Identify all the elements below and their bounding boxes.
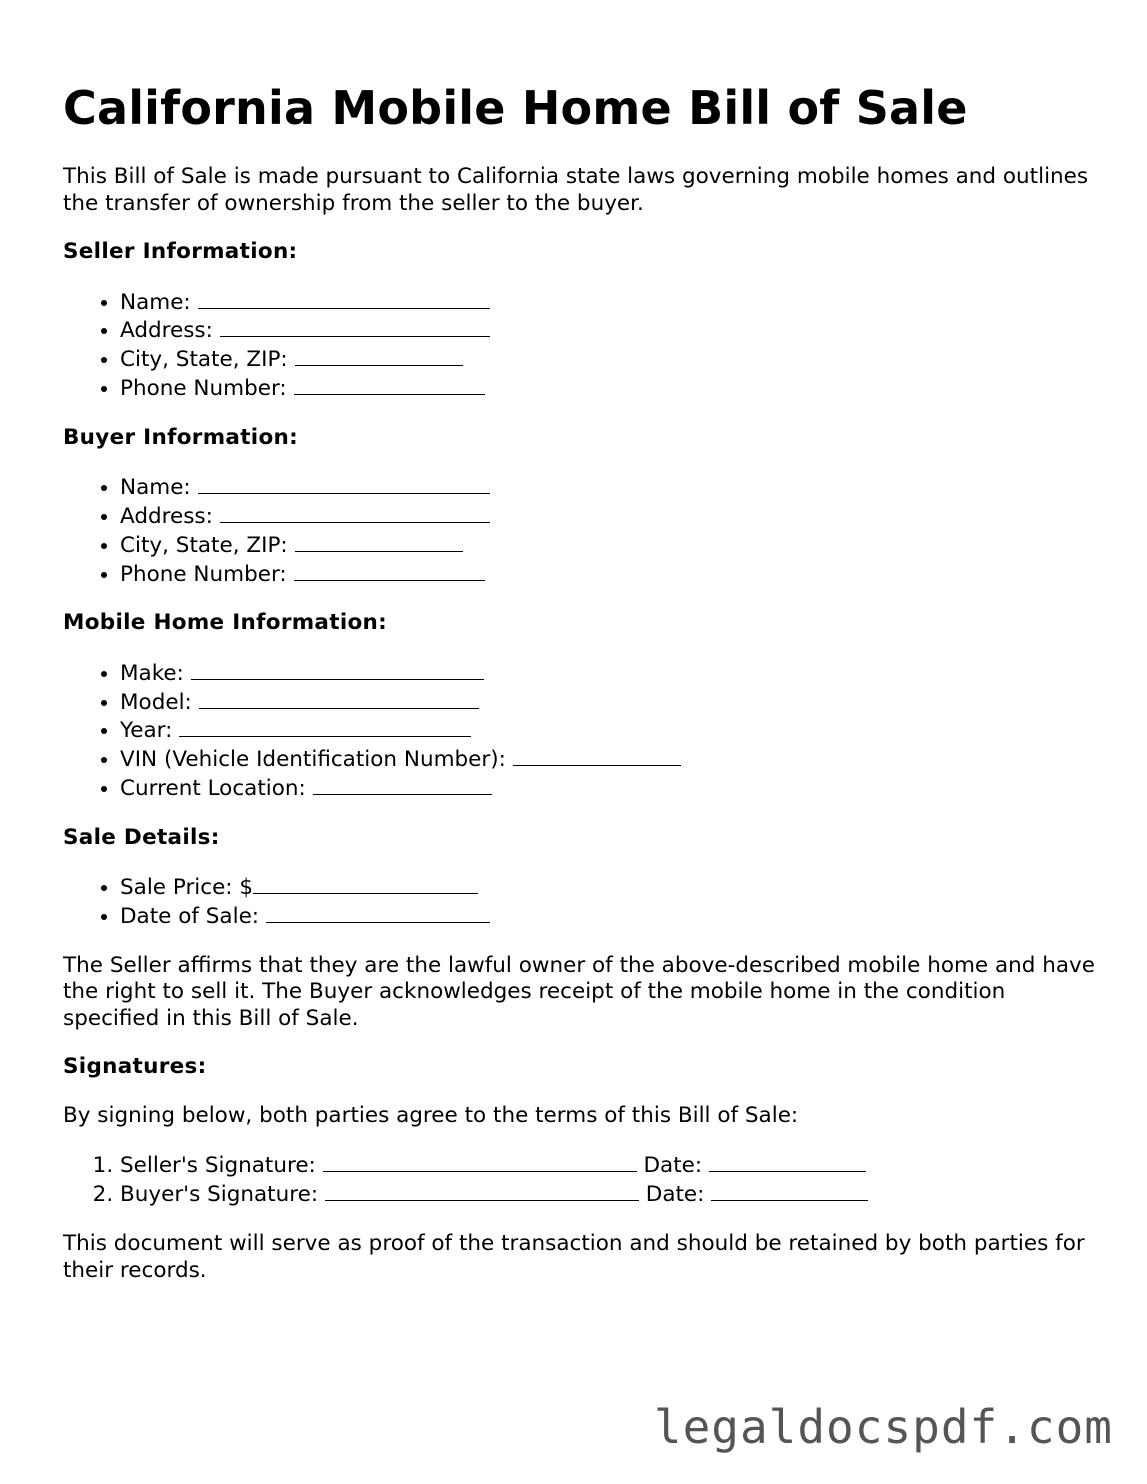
- field-label: Name:: [120, 289, 191, 315]
- seller-heading: Seller Information:: [63, 239, 298, 264]
- signature-label: Buyer's Signature:: [120, 1182, 319, 1208]
- blank-line: [313, 774, 492, 795]
- field-label: Make:: [120, 660, 184, 686]
- vin-field: [120, 745, 1103, 774]
- blank-line: [253, 873, 478, 894]
- blank-line: [220, 502, 490, 523]
- blank-line: [179, 716, 471, 737]
- mobile-home-heading: Mobile Home Information:: [63, 610, 388, 636]
- field-label: VIN (Vehicle Identification Number):: [120, 747, 506, 773]
- blank-line: [199, 688, 479, 709]
- signatures-intro: By signing below, both parties agree to the terms of this Bill of Sale:: [63, 1102, 799, 1128]
- date-of-sale-field: [120, 902, 1103, 931]
- affirmation-paragraph: The Seller affirms that they are the lawful owner of the above-described mobile home and have the right to sell it. The Buyer acknowledges receipt of the mobile home in the condition specified in this Bill of Sale.: [63, 952, 1096, 1031]
- seller-phone-field: [120, 374, 1103, 403]
- field-label: Address:: [120, 503, 213, 529]
- buyer-name-field: [120, 473, 1103, 502]
- sale-price-field: [120, 873, 1103, 902]
- field-label: Sale Price: $: [120, 875, 254, 901]
- signature-list: [63, 1151, 1103, 1209]
- signature-label: Seller's Signature:: [120, 1153, 316, 1179]
- buyer-heading: Buyer Information:: [63, 424, 299, 450]
- buyer-phone-field: [120, 560, 1103, 589]
- blank-line: [323, 1151, 637, 1172]
- closing-paragraph: This document will serve as proof of the transaction and should be retained by both parties for their records.: [63, 1231, 1085, 1283]
- document: [63, 78, 1103, 1306]
- watermark: legaldocspdf.com: [653, 1400, 1113, 1454]
- field-label: Year:: [120, 718, 173, 744]
- location-field: [120, 774, 1103, 803]
- field-label: Address:: [120, 318, 213, 344]
- field-label: City, State, ZIP:: [120, 532, 288, 558]
- intro-paragraph: This Bill of Sale is made pursuant to California state laws governing mobile homes and outlines the transfer of ownership from the seller to the buyer.: [63, 164, 1089, 216]
- seller-signature-line: [120, 1151, 1103, 1180]
- field-label: Phone Number:: [120, 375, 287, 401]
- make-field: [120, 659, 1103, 688]
- buyer-address-field: [120, 502, 1103, 531]
- sale-fields: [63, 873, 1103, 931]
- blank-line: [198, 473, 490, 494]
- field-label: Current Location:: [120, 776, 306, 802]
- blank-line: [191, 659, 484, 680]
- blank-line: [295, 531, 463, 552]
- field-label: Date of Sale:: [120, 904, 260, 930]
- blank-line: [513, 745, 681, 766]
- blank-line: [325, 1180, 639, 1201]
- blank-line: [294, 560, 485, 581]
- buyer-signature-line: [120, 1180, 1103, 1209]
- blank-line: [709, 1151, 866, 1172]
- field-label: Phone Number:: [120, 561, 287, 587]
- blank-line: [295, 345, 463, 366]
- signatures-heading: Signatures:: [63, 1054, 207, 1080]
- buyer-city-field: [120, 531, 1103, 560]
- seller-fields: [63, 288, 1103, 403]
- blank-line: [198, 288, 490, 309]
- year-field: [120, 716, 1103, 745]
- seller-address-field: [120, 316, 1103, 345]
- blank-line: [220, 316, 490, 337]
- mobile-home-fields: [63, 659, 1103, 803]
- page-title: California Mobile Home Bill of Sale: [63, 81, 968, 135]
- date-label: Date:: [643, 1153, 703, 1179]
- model-field: [120, 688, 1103, 717]
- field-label: Model:: [120, 689, 192, 715]
- blank-line: [266, 902, 490, 923]
- field-label: Name:: [120, 475, 191, 501]
- seller-city-field: [120, 345, 1103, 374]
- seller-name-field: [120, 288, 1103, 317]
- blank-line: [294, 374, 485, 395]
- buyer-fields: [63, 473, 1103, 588]
- date-label: Date:: [645, 1182, 705, 1208]
- sale-heading: Sale Details:: [63, 824, 220, 850]
- field-label: City, State, ZIP:: [120, 347, 288, 373]
- blank-line: [711, 1180, 868, 1201]
